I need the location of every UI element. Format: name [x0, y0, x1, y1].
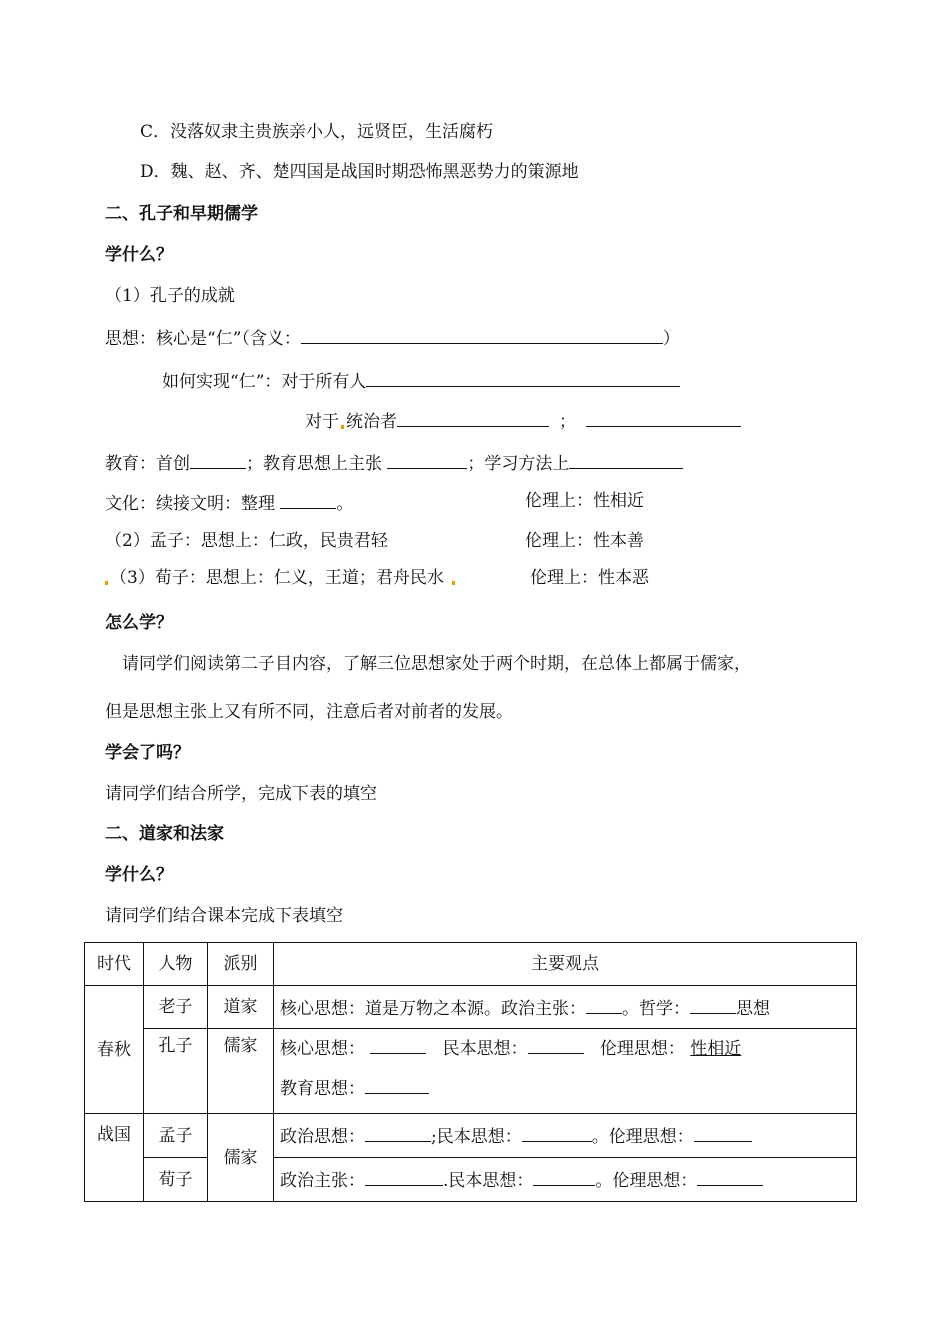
table-row-mengzi [85, 1114, 857, 1158]
thought-prefix: 思想：核心是“仁”（含义： [105, 329, 301, 349]
thought-line [105, 325, 680, 350]
xunzi-people-blank[interactable] [533, 1167, 595, 1186]
mengzi-politics-blank[interactable] [365, 1123, 431, 1142]
instruction-paragraph-2: 但是思想主张上又有所不同，注意后者对前者的发展。 [105, 702, 513, 722]
person-kongzi: 孔子 [144, 1029, 208, 1114]
kongzi-people-blank[interactable] [528, 1035, 584, 1054]
header-era: 时代 [85, 943, 144, 986]
thinkers-table [84, 942, 857, 1202]
option-c: C．没落奴隶主贵族亲小人，远贤臣，生活腐朽 [140, 122, 494, 142]
mengzi-people-blank[interactable] [522, 1123, 592, 1142]
kongzi-core-blank[interactable] [370, 1035, 426, 1054]
instruction-paragraph-1: 请同学们阅读第二子目内容，了解三位思想家处于两个时期，在总体上都属于儒家， [122, 654, 751, 674]
thought-suffix: ） [662, 329, 680, 349]
xunzi-views: 政治主张： .民本思想： 。伦理思想： [274, 1158, 857, 1202]
laozi-views: 核心思想：道是万物之本源。政治主张： 。哲学： 思想 [274, 986, 857, 1029]
kongzi-views: 核心思想： 民本思想： 伦理思想： 性相近 教育思想： [274, 1029, 857, 1114]
culture-blank[interactable] [280, 490, 336, 509]
table-row-xunzi [85, 1158, 857, 1202]
fill-table-instruction-2: 请同学们结合课本完成下表填空 [105, 906, 343, 926]
section-heading-taoism-legalism: 二、道家和法家 [105, 824, 224, 844]
rulers-label-b: 统治者 [346, 412, 397, 432]
school-confucian-2: 儒家 [208, 1114, 274, 1202]
option-d: D．魏、赵、齐、楚四国是战国时期恐怖黑恶势力的策源地 [140, 162, 579, 182]
semicolon: ； [559, 412, 576, 432]
mark-dot [452, 581, 455, 585]
how-ren-line [162, 368, 680, 393]
learn-what-heading: 学什么？ [105, 245, 173, 265]
mencius-line: （2）孟子：思想上：仁政，民贵君轻 [105, 531, 388, 551]
edu-first-blank[interactable] [190, 450, 246, 469]
how-learn-heading: 怎么学？ [105, 613, 173, 633]
kongzi-education-blank[interactable] [365, 1075, 429, 1094]
school-confucian: 儒家 [208, 1029, 274, 1114]
learned-heading: 学会了吗？ [105, 743, 190, 763]
mark-dot [341, 425, 344, 429]
edu-label-b: ；教育思想上主张 [246, 454, 382, 474]
person-xunzi: 荀子 [144, 1158, 208, 1202]
edu-method-blank[interactable] [569, 450, 683, 469]
how-ren-label: 如何实现“仁”：对于所有人 [162, 372, 367, 392]
edu-idea-blank[interactable] [387, 450, 467, 469]
rulers-label-a: 对于 [305, 412, 339, 432]
era-warring-states: 战国 [85, 1114, 144, 1202]
header-main-views: 主要观点 [274, 943, 857, 986]
xunzi-line [103, 567, 457, 589]
confucius-achievements-title: （1）孔子的成就 [105, 286, 235, 306]
person-mengzi: 孟子 [144, 1114, 208, 1158]
school-taoism: 道家 [208, 986, 274, 1029]
kongzi-ethics-answer: 性相近 [690, 1039, 742, 1059]
ren-meaning-blank[interactable] [301, 325, 663, 344]
culture-line [105, 490, 353, 515]
culture-period: 。 [336, 494, 354, 514]
xunzi-ethics-blank[interactable] [697, 1167, 763, 1186]
header-person: 人物 [144, 943, 208, 986]
learn-what-heading-2: 学什么？ [105, 865, 173, 885]
ethics-xunzi: 伦理上：性本恶 [530, 568, 649, 588]
xunzi-politics-blank[interactable] [365, 1167, 443, 1186]
laozi-philosophy-blank[interactable] [690, 995, 736, 1014]
culture-label: 文化：续接文明：整理 [105, 494, 275, 514]
ethics-confucius: 伦理上：性相近 [525, 491, 644, 511]
ethics-mencius: 伦理上：性本善 [525, 531, 644, 551]
xunzi-text: （3）荀子：思想上：仁义，王道；君舟民水 [110, 568, 444, 588]
header-school: 派别 [208, 943, 274, 986]
mark-dot [105, 581, 108, 585]
rulers-blank-1[interactable] [397, 408, 549, 427]
rulers-line [305, 408, 741, 433]
section-heading-confucius: 二、孔子和早期儒学 [105, 204, 258, 224]
edu-label-a: 教育：首创 [105, 454, 190, 474]
laozi-politics-blank[interactable] [586, 995, 622, 1014]
table-row-kongzi [85, 1029, 857, 1114]
table-row-laozi [85, 986, 857, 1029]
fill-table-instruction-1: 请同学们结合所学，完成下表的填空 [105, 784, 377, 804]
rulers-blank-2[interactable] [586, 408, 741, 427]
all-people-blank[interactable] [366, 368, 680, 387]
person-laozi: 老子 [144, 986, 208, 1029]
table-header-row [85, 943, 857, 986]
edu-label-c: ；学习方法上 [467, 454, 570, 474]
education-line [105, 450, 683, 475]
mengzi-ethics-blank[interactable] [694, 1123, 752, 1142]
era-spring-autumn: 春秋 [85, 986, 144, 1114]
mengzi-views: 政治思想： ;民本思想： 。伦理思想： [274, 1114, 857, 1158]
